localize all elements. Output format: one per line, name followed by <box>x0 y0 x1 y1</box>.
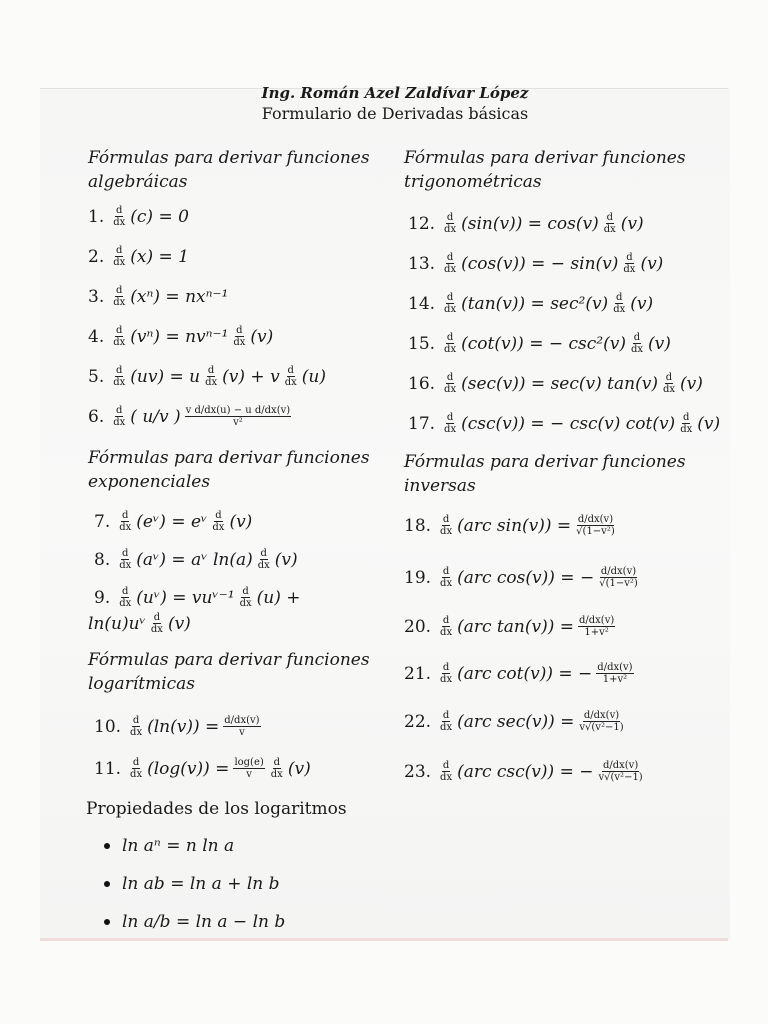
formula-expression: (uᵛ) = vuᵛ⁻¹ <box>136 587 235 608</box>
formula-number: 13. <box>408 253 436 274</box>
fraction: $\frac{d}{dx}$ <box>444 332 457 355</box>
formula-expression: (arc tan(v)) = <box>457 616 574 637</box>
fraction: $\frac{d}{dx}$ <box>444 412 457 435</box>
formula-expression: (c) = 0 <box>130 206 189 227</box>
formula-expression: (v) <box>648 333 671 354</box>
fraction: $\frac{d}{dx}$ <box>440 615 453 638</box>
formula-expression: (arc csc(v)) = − <box>457 761 594 782</box>
formula-expression: (v) <box>697 413 721 434</box>
fraction: $\frac{d}{dx}$ <box>440 760 453 783</box>
formula-number: 4. <box>88 326 105 347</box>
bullet-icon <box>104 843 110 849</box>
formula-number: 21. <box>404 663 432 684</box>
formula-number: 15. <box>408 333 436 354</box>
bullet-icon <box>104 919 110 925</box>
formula-3 <box>88 285 228 308</box>
formula-expression: (v) <box>287 758 311 779</box>
fraction: $\frac{d}{dx}$ <box>440 710 453 733</box>
formula-number: 3. <box>88 286 105 307</box>
formula-expression: (u) + <box>256 587 301 608</box>
formula-14 <box>408 292 653 315</box>
formula-expression: (v) <box>250 326 274 347</box>
formula-11 <box>94 757 311 780</box>
fraction: $\frac{d}{dx}$ <box>113 205 126 228</box>
section-inversas: Fórmulas para derivar funciones inversas <box>404 452 686 496</box>
formula-9 <box>94 586 300 609</box>
formula-expression: (uv) = u <box>130 366 201 387</box>
author-name: Ing. Román Azel Zaldívar López <box>261 84 529 102</box>
fraction: $\frac{d}{dx}$ <box>444 252 457 275</box>
formula-4 <box>88 325 273 348</box>
formula-expression: (v) <box>680 373 703 394</box>
formula-number: 5. <box>88 366 105 387</box>
fraction: $\frac{d}{dx}$ <box>113 365 126 388</box>
formula-expression: (log(v)) = <box>147 758 230 779</box>
section-algebraicas: Fórmulas para derivar funciones algebráicas <box>88 148 370 192</box>
formula-expression: (arc cot(v)) = − <box>457 663 593 684</box>
formula-expression: (tan(v)) = sec²(v) <box>461 293 609 314</box>
formula-number: 11. <box>94 758 122 779</box>
formula-expression: (v) <box>229 511 253 532</box>
fraction: $\frac{d/dx(v)}{\text{1+v²}}$ <box>578 615 615 638</box>
formula-number: 12. <box>408 213 436 234</box>
formula-16 <box>408 372 703 395</box>
fraction: $\frac{d}{dx}$ <box>680 412 693 435</box>
formula-expression: (sin(v)) = cos(v) <box>461 213 599 234</box>
fraction: $\frac{d}{dx}$ <box>662 372 675 395</box>
formula-6 <box>88 405 292 428</box>
fraction: $\frac{d}{dx}$ <box>444 212 457 235</box>
formula-expression: (v) <box>630 293 654 314</box>
formula-number: 8. <box>94 549 111 570</box>
formula-expression: (v) <box>274 549 298 570</box>
fraction: $\frac{d}{dx}$ <box>119 548 132 571</box>
formula-10 <box>94 715 262 738</box>
section-exponenciales: Fórmulas para derivar funciones exponenciales <box>88 448 370 492</box>
fraction: $\frac{d}{dx}$ <box>130 757 143 780</box>
fraction: $\frac{d/dx(v)}{\text{v√(v²−1)}}$ <box>598 760 643 783</box>
fraction: $\frac{d}{dx}$ <box>150 612 163 635</box>
document-title: Formulario de Derivadas básicas <box>261 104 529 123</box>
fraction: $\frac{d}{dx}$ <box>113 325 126 348</box>
fraction: $\frac{d}{dx}$ <box>113 285 126 308</box>
bullet-icon <box>104 881 110 887</box>
fraction: $\frac{d}{dx}$ <box>257 548 270 571</box>
formula-expression: (cos(v)) = − sin(v) <box>461 253 619 274</box>
section-logaritmicas: Fórmulas para derivar funciones logarítmicas <box>88 650 370 694</box>
formula-expression: (u) <box>301 366 326 387</box>
formula-1 <box>88 205 189 228</box>
fraction: $\frac{d/dx(v)}{\text{1+v²}}$ <box>597 662 633 685</box>
formula-expression: (x) = 1 <box>130 246 190 267</box>
fraction: $\frac{d}{dx}$ <box>119 510 132 533</box>
formula-expression: ( u/v ) <box>130 406 181 427</box>
fraction: $\frac{d}{dx}$ <box>119 586 132 609</box>
properties-title: Propiedades de los logaritmos <box>86 799 347 819</box>
formula-expression: (v) <box>620 213 644 234</box>
formula-number: 22. <box>404 711 432 732</box>
formula-expression: (eᵛ) = eᵛ <box>136 511 208 532</box>
formula-number: 16. <box>408 373 436 394</box>
formula-number: 17. <box>408 413 436 434</box>
formula-expression: (arc sec(v)) = <box>457 711 575 732</box>
formula-23 <box>404 760 645 783</box>
fraction: $\frac{d}{dx}$ <box>130 715 143 738</box>
formula-number: 1. <box>88 206 105 227</box>
formula-expression: (arc sin(v)) = <box>457 515 572 536</box>
fraction: $\frac{\log(e)}{v}$ <box>234 757 264 780</box>
formula-expression: (cot(v)) = − csc²(v) <box>461 333 626 354</box>
formula-9-continued: ln(u)uᵛ $\frac{d}{dx}$ (v) <box>88 612 191 635</box>
formula-expression: (v) <box>640 253 664 274</box>
formula-expression: (aᵛ) = aᵛ ln(a) <box>136 549 253 570</box>
fraction: $\frac{d}{dx}$ <box>284 365 297 388</box>
formula-expression: (ln(v)) = <box>147 716 220 737</box>
formula-15 <box>408 332 671 355</box>
section-trigonometricas: Fórmulas para derivar funciones trigonométricas <box>404 148 686 192</box>
formula-number: 19. <box>404 567 432 588</box>
formula-17 <box>408 412 720 435</box>
fraction: $\frac{d/dx(v)}{\text{√(1−v²)}}$ <box>576 514 615 537</box>
formula-expression: (xⁿ) = nxⁿ⁻¹ <box>130 286 229 307</box>
fraction: $\frac{d}{dx}$ <box>113 245 126 268</box>
formula-5 <box>88 365 326 388</box>
fraction: $\frac{d}{dx}$ <box>113 405 126 428</box>
formula-22 <box>404 710 626 733</box>
formula-18 <box>404 514 617 537</box>
formula-number: 10. <box>94 716 122 737</box>
formula-number: 6. <box>88 406 105 427</box>
fraction: $\frac{d/dx(v)}{\text{√(1−v²)}}$ <box>599 566 638 589</box>
fraction: $\frac{d}{dx}$ <box>444 372 457 395</box>
fraction: $\frac{d}{dx}$ <box>270 757 283 780</box>
formula-number: 23. <box>404 761 432 782</box>
fraction: $\frac{d}{dx}$ <box>630 332 644 355</box>
formula-expression: (arc cos(v)) = − <box>457 567 595 588</box>
fraction: $\frac{d}{dx}$ <box>444 292 457 315</box>
formula-19 <box>404 566 640 589</box>
formula-20 <box>404 615 616 638</box>
fraction: $\frac{d}{dx}$ <box>603 212 616 235</box>
formula-12 <box>408 212 644 235</box>
fraction: $\frac{\text{v d/dx(u) − u d/dx(v)}}{\text{v²}}$ <box>185 405 291 428</box>
formula-8 <box>94 548 298 571</box>
property-item: ln aⁿ = n ln a <box>104 836 234 856</box>
fraction: $\frac{d}{dx}$ <box>212 510 225 533</box>
fraction: $\frac{d}{dx}$ <box>623 252 636 275</box>
fraction: $\frac{d}{dx}$ <box>205 365 218 388</box>
fraction: $\frac{d}{dx}$ <box>440 662 453 685</box>
formula-expression: (csc(v)) = − csc(v) cot(v) <box>461 413 676 434</box>
formula-expression: (sec(v)) = sec(v) tan(v) <box>461 373 658 394</box>
property-item: ln ab = ln a + ln b <box>104 874 280 894</box>
fraction: $\frac{d}{dx}$ <box>440 566 453 589</box>
fraction: $\frac{d}{dx}$ <box>239 586 252 609</box>
formula-21 <box>404 662 635 685</box>
fraction: $\frac{d}{dx}$ <box>233 325 246 348</box>
formula-2 <box>88 245 189 268</box>
formula-13 <box>408 252 663 275</box>
fraction: $\frac{d/dx(v)}{v}$ <box>224 715 260 738</box>
formula-number: 18. <box>404 515 432 536</box>
fraction: $\frac{d}{dx}$ <box>613 292 626 315</box>
formula-number: 7. <box>94 511 111 532</box>
formula-number: 14. <box>408 293 436 314</box>
footer-rule <box>40 938 728 941</box>
property-item: ln a/b = ln a − ln b <box>104 912 285 932</box>
formula-number: 9. <box>94 587 111 608</box>
formula-number: 20. <box>404 616 432 637</box>
formula-7 <box>94 510 252 533</box>
formula-number: 2. <box>88 246 105 267</box>
fraction: $\frac{d}{dx}$ <box>440 514 453 537</box>
fraction: $\frac{d/dx(v)}{\text{v√(v²−1)}}$ <box>579 710 624 733</box>
formula-expression: (vⁿ) = nvⁿ⁻¹ <box>130 326 229 347</box>
formula-expression: (v) + v <box>222 366 280 387</box>
